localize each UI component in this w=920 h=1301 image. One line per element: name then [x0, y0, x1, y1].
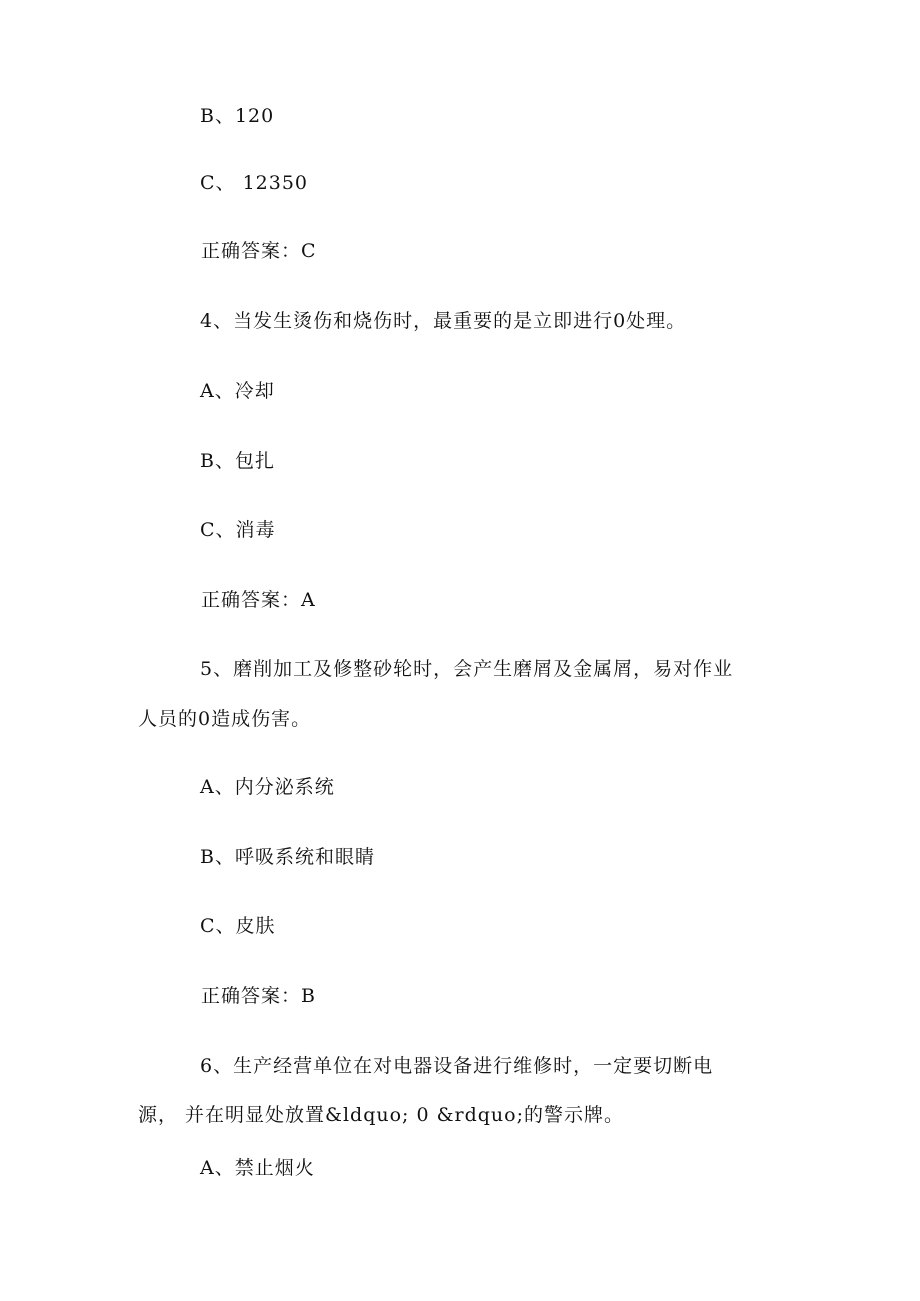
question-4: 4、当发生烫伤和烧伤时，最重要的是立即进行0处理。: [200, 310, 687, 332]
answer-q3: 正确答案：C: [201, 240, 317, 262]
option-a-q4: A、冷却: [200, 380, 275, 402]
option-b-q5: B、呼吸系统和眼睛: [200, 846, 375, 868]
option-a-q5: A、内分泌系统: [200, 776, 335, 798]
question-5-line-1: 5、磨削加工及修整砂轮时，会产生磨屑及金属屑，易对作业: [200, 658, 734, 680]
question-6-line-2: 源， 并在明显处放置&ldquo; 0 &rdquo;的警示牌。: [138, 1104, 624, 1126]
option-c-q3: C、 12350: [200, 172, 309, 194]
question-6-line-1: 6、生产经营单位在对电器设备进行维修时，一定要切断电: [200, 1055, 714, 1077]
option-c-q5: C、皮肤: [200, 915, 276, 937]
option-a-q6: A、禁止烟火: [200, 1157, 315, 1179]
option-b-q4: B、包扎: [200, 450, 275, 472]
answer-q4: 正确答案：A: [201, 589, 316, 611]
option-c-q4: C、消毒: [200, 519, 276, 541]
question-5-line-2: 人员的0造成伤害。: [138, 708, 312, 730]
answer-q5: 正确答案：B: [201, 985, 316, 1007]
option-b-q3: B、120: [200, 105, 275, 127]
